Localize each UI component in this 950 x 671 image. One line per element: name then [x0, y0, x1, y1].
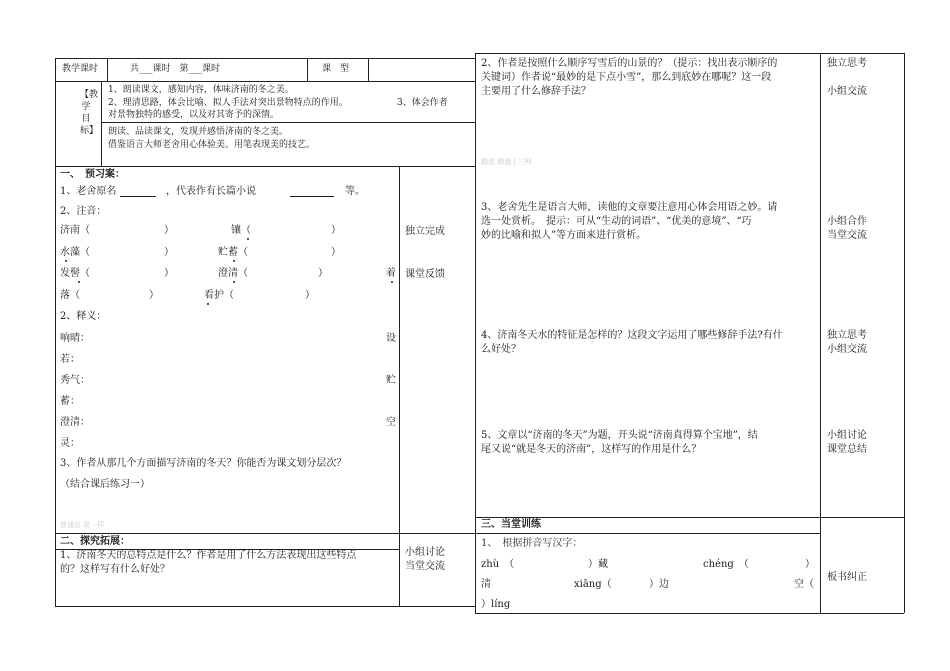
- word-kanhu: 看护（: [204, 290, 234, 301]
- q4-line1: 4、济南冬天水的特征是怎样的？这段文字运用了哪些修辞手法?有什: [481, 330, 783, 341]
- emphasis-dot: [391, 281, 393, 283]
- def-xiuqi: 秀气：: [60, 375, 90, 386]
- word-jinan: 济南（: [60, 225, 90, 236]
- side-note-summary: 课堂总结: [827, 444, 867, 455]
- table-border-top: [475, 53, 904, 54]
- goal-1: 1、朗读课文，感知内容，体味济南的冬之美。: [108, 85, 294, 95]
- cell-divider: [101, 81, 102, 166]
- goal-3-start: 3、体会作者: [397, 98, 448, 108]
- paren-close: ）: [149, 290, 159, 301]
- def-chengqing: 澄清：: [60, 417, 90, 428]
- preview-heading: 一、 预习案：: [60, 169, 125, 180]
- paren-close: ）: [331, 225, 341, 236]
- pinyin-cheng: chéng （: [703, 559, 749, 570]
- paren-close: ）: [805, 559, 815, 570]
- def-xu: 蓄：: [60, 396, 80, 407]
- q5-line2: 尾又说“就是冬天的济南”，这样写的作用是什么？: [481, 444, 702, 455]
- side-note-think: 独立思考: [827, 58, 867, 69]
- q3-line1: 3、老舍先生是语言大师，读他的文章要注意用心体会用语之妙。请: [481, 202, 778, 213]
- answer-blank[interactable]: [290, 196, 334, 197]
- side-note-group-share: 小组交流: [827, 86, 867, 97]
- row-divider: [55, 533, 475, 534]
- side-note-independent: 独立完成: [405, 226, 445, 237]
- pinyin-xiang: xiāng（: [574, 579, 612, 590]
- pinyin-zang: ）藏: [588, 559, 608, 570]
- def-she: 设: [386, 333, 396, 344]
- teaching-goals-side-label: 【教学目标】: [80, 90, 99, 136]
- side-note-feedback: 课堂反馈: [405, 269, 445, 280]
- paren-close: ）: [164, 247, 174, 258]
- def-xiangqing: 响晴：: [60, 333, 90, 344]
- def-ling: 灵：: [60, 438, 80, 449]
- row-divider: [55, 166, 475, 167]
- side-note-group-discuss: 小组讨论: [405, 547, 445, 558]
- word-faji: 发髻（: [60, 268, 90, 279]
- q3-label: 2、释义：: [60, 311, 107, 322]
- emphasis-dot: [65, 260, 67, 262]
- q4-text: 3、作者从那几个方面描写济南的冬天？你能否为课文划分层次？: [60, 458, 347, 469]
- emphasis-dot: [247, 238, 249, 240]
- q4-note: （结合课后练习一）: [60, 479, 150, 490]
- explore-q1-line1: 1、济南冬天的总特点是什么？作者是用了什么方法表现出这些特点: [60, 550, 357, 561]
- q1-text-a: 1、老舍原名: [60, 186, 117, 197]
- paren-close: ）: [331, 247, 341, 258]
- q3-line2: 选一处赏析。 提示：可从“生动的词语”、“优美的意境”、“巧: [481, 216, 752, 227]
- q3-line3: 妙的比喻和拟人”等方面来进行赏析。: [481, 230, 647, 241]
- side-note-group-share: 小组交流: [827, 344, 867, 355]
- lesson-hours-label: 教学课时: [62, 64, 99, 74]
- def-zhu: 贮: [386, 375, 396, 386]
- side-note-class-share: 当堂交流: [405, 561, 445, 572]
- key-point-2: 借鉴语言大师老舍用心体验美、用笔表现美的技艺。: [108, 140, 316, 150]
- table-border-bottom: [55, 606, 475, 607]
- q2-line2: 关键词）作者说“最妙的是下点小雪”，那么到底妙在哪呢？这一段: [481, 72, 772, 83]
- watermark-text: 普通站 第一样: [60, 521, 105, 529]
- q5-line1: 5、文章以“济南的冬天”为题，开头说“济南真得算个宝地”，结: [481, 430, 758, 441]
- word-zhuo: 着: [386, 268, 396, 279]
- watermark-text: 精选 精通 | 三科: [481, 158, 533, 166]
- table-border-left: [55, 58, 56, 606]
- pinyin-kong: 空（: [794, 579, 814, 590]
- paren-close: ）: [318, 268, 328, 279]
- row-divider: [55, 81, 475, 82]
- q2-line3: 主要用了什么修辞手法？: [481, 86, 591, 97]
- lesson-hours-value: 共___课时 第___课时: [130, 64, 221, 74]
- row-divider: [475, 533, 820, 534]
- table-border-right: [904, 53, 905, 613]
- side-column-divider: [399, 166, 400, 606]
- def-ruo: 若：: [60, 354, 80, 365]
- paren-close: ）: [164, 268, 174, 279]
- table-border-left: [475, 53, 476, 613]
- emphasis-dot: [233, 281, 235, 283]
- pinyin-qing: 清: [481, 579, 491, 590]
- paren-close: ）: [305, 290, 315, 301]
- pinyin-bian: ）边: [649, 579, 669, 590]
- word-luo: 落（: [60, 290, 80, 301]
- practice-instruction: 1、 根据拼音写汉字：: [481, 538, 583, 549]
- def-kong: 空: [386, 417, 396, 428]
- cell-divider: [307, 58, 308, 81]
- goal-3-end: 对景物独特的感受，以及对其寄予的深情。: [108, 110, 280, 120]
- goal-2: 2、理清思路，体会比喻、拟人手法对突出景物特点的作用。: [108, 98, 348, 108]
- word-shuizao: 水藻（: [60, 247, 90, 258]
- cell-divider: [368, 58, 369, 81]
- q4-line2: 么好处？: [481, 344, 521, 355]
- paren-close: ）: [164, 225, 174, 236]
- word-chengqing: 澄清（: [218, 268, 248, 279]
- emphasis-dot: [78, 281, 80, 283]
- explore-q1-line2: 的？这样写有什么好处？: [60, 564, 170, 575]
- q2-label: 2、注音：: [60, 206, 107, 217]
- side-note-think: 独立思考: [827, 330, 867, 341]
- practice-heading: 三、当堂训练: [481, 519, 541, 530]
- side-note-cooperate: 小组合作: [827, 216, 867, 227]
- word-xiang: 镶（: [231, 225, 251, 236]
- key-point-1: 朗读、品读课文，发现并感悟济南的冬之美。: [108, 127, 289, 137]
- word-zhuxu: 贮蓄（: [218, 247, 248, 258]
- side-note-board-correct: 板书纠正: [827, 572, 867, 583]
- q2-line1: 2、作者是按照什么顺序写雪后的山景的？（提示：找出表示顺序的: [481, 58, 778, 69]
- cell-divider: [107, 58, 108, 81]
- pinyin-zhu: zhù （: [481, 559, 515, 570]
- table-border-bottom: [475, 613, 904, 614]
- emphasis-dot: [207, 303, 209, 305]
- emphasis-dot: [233, 260, 235, 262]
- lesson-type-label: 课 型: [322, 64, 350, 74]
- side-column-divider: [820, 53, 821, 613]
- side-note-group-discuss: 小组讨论: [827, 430, 867, 441]
- explore-heading: 二、探究拓展：: [60, 536, 130, 547]
- table-border-top: [55, 58, 475, 59]
- answer-blank[interactable]: [120, 196, 156, 197]
- side-note-class-share: 当堂交流: [827, 230, 867, 241]
- row-divider: [101, 122, 475, 123]
- pinyin-ling: ）líng: [481, 599, 511, 610]
- row-divider: [475, 517, 904, 518]
- q1-text-c: 等。: [345, 186, 365, 197]
- q1-text-b: ，代表作有长篇小说: [166, 186, 256, 197]
